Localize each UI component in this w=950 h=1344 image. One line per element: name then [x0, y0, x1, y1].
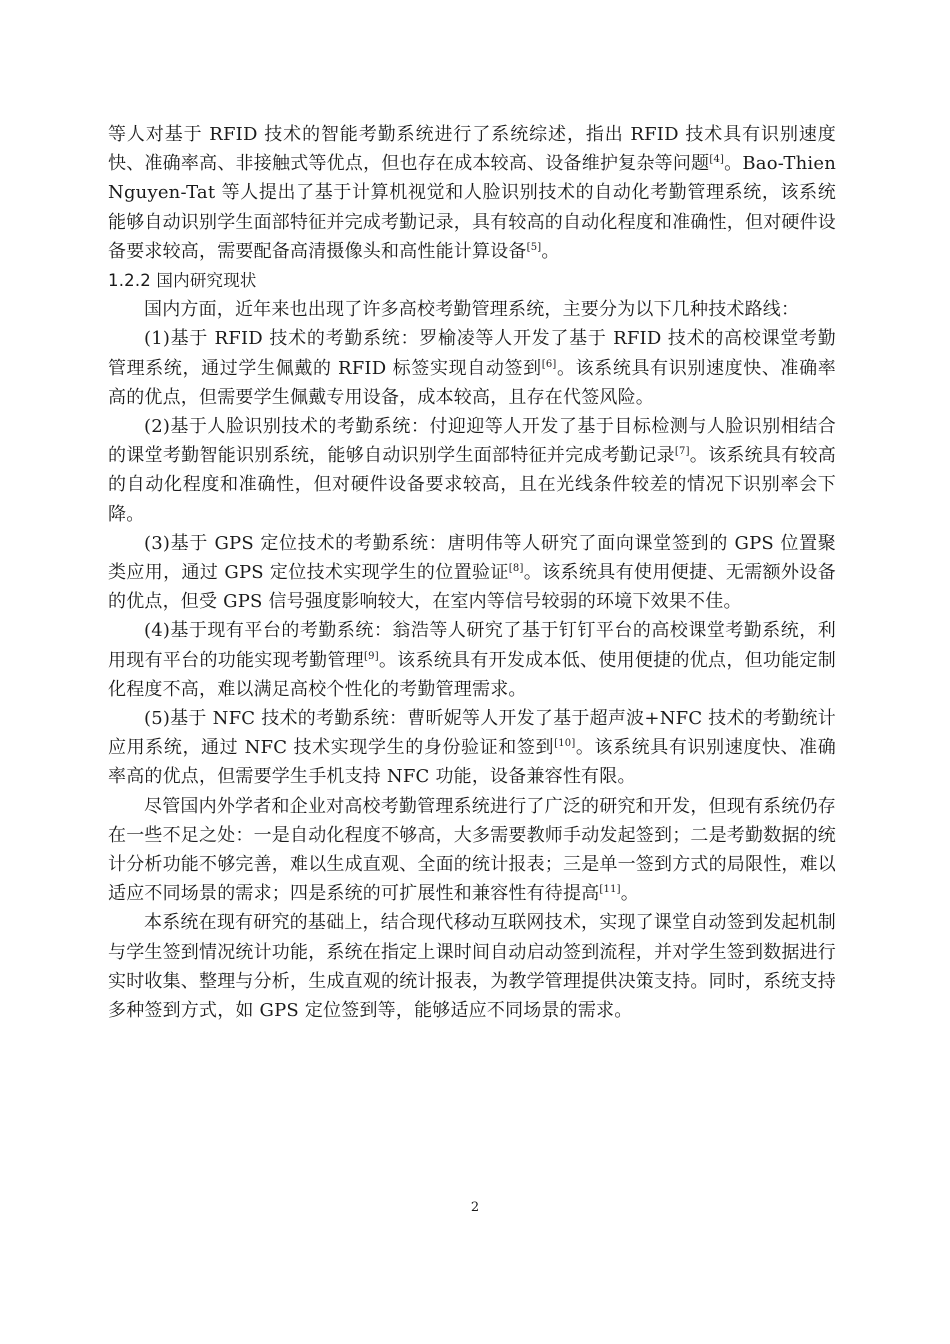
paragraph-text: (1)基于 RFID 技术的考勤系统：罗榆凌等人开发了基于 RFID 技术的高校课堂考勤管理系统，通过学生佩戴的 RFID 标签实现自动签到	[108, 328, 836, 379]
paragraph-item-face-recognition	[108, 412, 836, 529]
page-number: 2	[470, 1200, 480, 1215]
paragraph-text: (3)基于 GPS 定位技术的考勤系统：唐明伟等人研究了面向课堂签到的 GPS 位置聚类应用，通过 GPS 定位技术实现学生的位置验证	[108, 532, 836, 584]
paragraph-intro: 国内方面，近年来也出现了许多高校考勤管理系统，主要分为以下几种技术路线：	[144, 299, 800, 321]
paragraph-text: 。该系统具有使用便捷、无需额外设备的优点，但受 GPS 信号强度影响较大，在室内等信号较弱的环境下效果不佳。	[108, 562, 836, 613]
citation-ref: [10]	[554, 738, 576, 750]
body-text	[108, 120, 836, 1025]
paragraph-text: 。Bao-Thien Nguyen-Tat 等人提出了基于计算机视觉和人脸识别技术的自动化考勤管理系统，该系统能够自动识别学生面部特征并完成考勤记录，具有较高的自动化程度和准确性，但对硬件设备要求较高，需要配备高清摄像头和高性能计算设备	[108, 153, 836, 262]
paragraph-text: (5)基于 NFC 技术的考勤系统：曹昕妮等人开发了基于超声波+NFC 技术的考勤统计应用系统，通过 NFC 技术实现学生的身份验证和签到	[108, 708, 836, 759]
paragraph-text: 。该系统具有较高的自动化程度和准确性，但对硬件设备要求较高，且在光线条件较差的情况下识别率会下降。	[108, 445, 836, 525]
citation-ref: [9]	[364, 650, 379, 662]
citation-ref: [5]	[526, 241, 542, 253]
paragraph-text: (4)基于现有平台的考勤系统：翁浩等人研究了基于钉钉平台的高校课堂考勤系统，利用现有平台的功能实现考勤管理	[108, 620, 836, 671]
citation-ref: [11]	[599, 884, 621, 896]
paragraph-text: 尽管国内外学者和企业对高校考勤管理系统进行了广泛的研究和开发，但现有系统仍存在一些不足之处：一是自动化程度不够高，大多需要教师手动发起签到；二是考勤数据的统计分析功能不够完善，难以生成直观、全面的统计报表；三是单一签到方式的局限性，难以适应不同场景的需求；四是系统的可扩展性和兼容性有待提高	[108, 795, 836, 905]
paragraph-text: 。	[620, 883, 639, 905]
paragraph-text: 。该系统具有识别速度快、准确率高的优点，但需要学生手机支持 NFC 功能，设备兼容性有限。	[108, 737, 836, 788]
paragraph-text: (2)基于人脸识别技术的考勤系统：付迎迎等人开发了基于目标检测与人脸识别相结合的课堂考勤智能识别系统，能够自动识别学生面部特征并完成考勤记录	[108, 416, 836, 467]
citation-ref: [7]	[674, 446, 690, 458]
paragraph-summary	[108, 792, 836, 909]
paragraph-item-platform	[108, 616, 836, 704]
citation-ref: [4]	[709, 154, 725, 166]
paragraph-text: 等人对基于 RFID 技术的智能考勤系统进行了系统综述，指出 RFID 技术具有识别速度快、准确率高、非接触式等优点，但也存在成本较高、设备维护复杂等问题	[108, 124, 836, 175]
paragraph-closing: 本系统在现有研究的基础上，结合现代移动互联网技术，实现了课堂自动签到发起机制与学生签到情况统计功能，系统在指定上课时间自动启动签到流程，并对学生签到数据进行实时收集、整理与分析，生成直观的统计报表，为教学管理提供决策支持。同时，系统支持多种签到方式，如 GPS 定位签到等，能够适应不同场景的需求。	[108, 912, 836, 1022]
section-heading: 1.2.2 国内研究现状	[108, 271, 257, 291]
paragraph-item-nfc	[108, 704, 836, 792]
paragraph-item-gps	[108, 529, 836, 617]
paragraph-text: 。该系统具有开发成本低、使用便捷的优点，但功能定制化程度不高，难以满足高校个性化的考勤管理需求。	[108, 649, 836, 700]
paragraph-foreign-research-continued	[108, 120, 836, 266]
paragraph-text: 。该系统具有识别速度快、准确率高的优点，但需要学生佩戴专用设备，成本较高，且存在代签风险。	[108, 357, 837, 408]
citation-ref: [8]	[508, 563, 524, 575]
paragraph-item-rfid	[108, 324, 836, 412]
paragraph-text: 。	[541, 240, 560, 262]
citation-ref: [6]	[541, 358, 557, 370]
